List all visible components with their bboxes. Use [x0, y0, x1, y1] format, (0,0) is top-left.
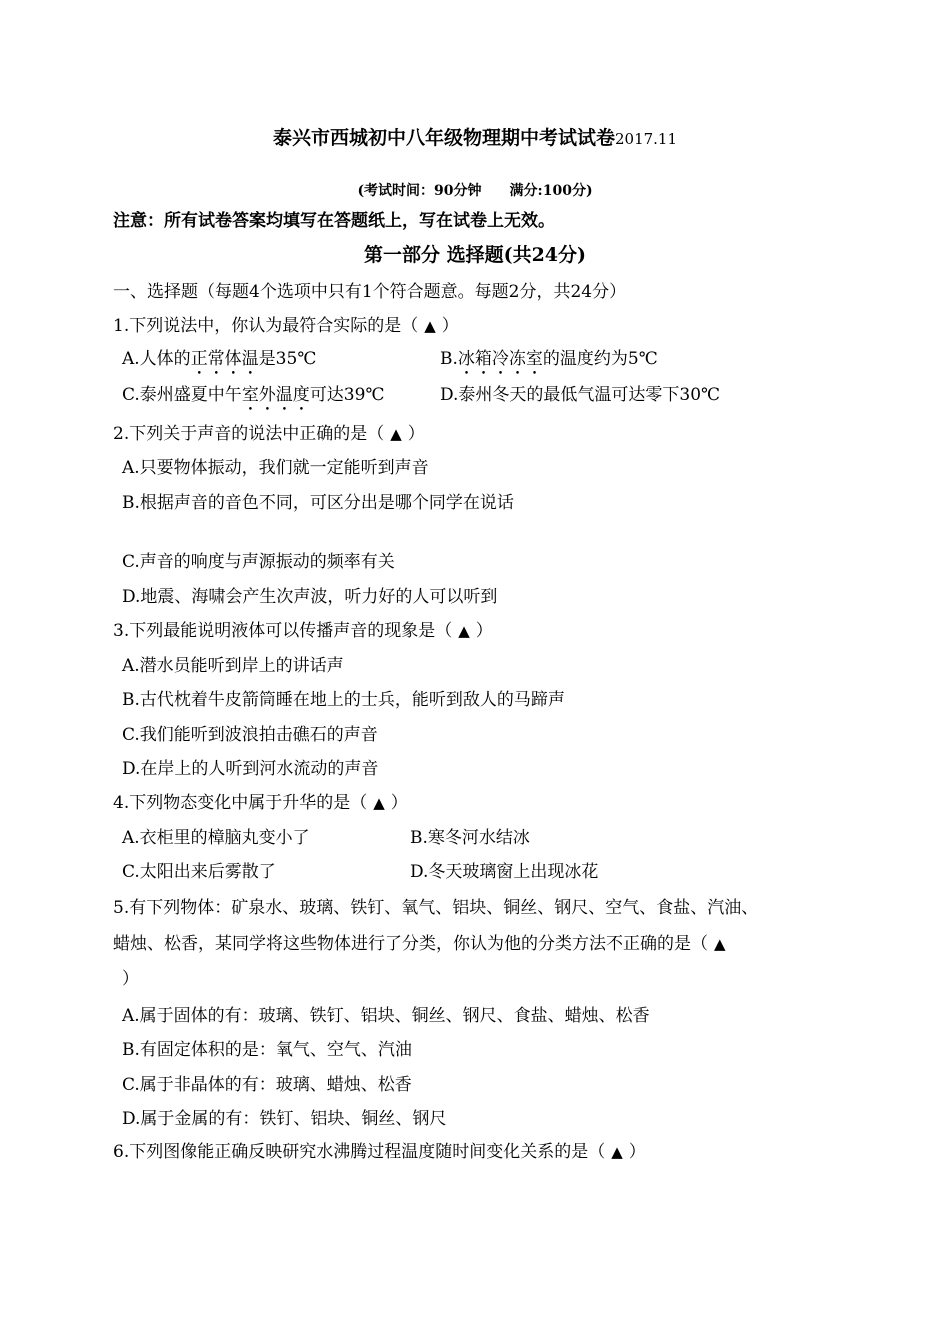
q1-option-a: [122, 348, 316, 379]
option-text: B.: [440, 349, 458, 369]
question-2: [113, 423, 425, 445]
exam-date: 2017.11: [614, 130, 678, 148]
question-5-line-1: 5.有下列物体：矿泉水、玻璃、铁钉、氧气、铝块、铜丝、钢尺、空气、食盐、汽油、: [113, 898, 759, 918]
emphasis-text: 冰箱冷冻室: [457, 349, 543, 369]
q1-option-d: D.泰州冬天的最低气温可达零下30℃: [440, 385, 721, 405]
option-text: 是35℃: [258, 349, 317, 369]
option-text: C.泰州盛夏中午: [122, 385, 242, 405]
question-3: [113, 620, 493, 642]
q1-option-c: [122, 384, 384, 415]
question-close: ）: [475, 621, 493, 641]
option-text: A.人体的: [122, 349, 191, 369]
question-stem: 3.下列最能说明液体可以传播声音的现象是（: [113, 621, 453, 641]
answer-mark: ▲: [390, 425, 402, 443]
option-text: 可达39℃: [309, 385, 385, 405]
score-info: 满分:100分): [509, 183, 593, 199]
q4-option-c: C.太阳出来后雾散了: [122, 862, 276, 882]
question-close: ）: [390, 793, 408, 813]
question-5-line-2: [113, 933, 732, 955]
q5-option-d: D.属于金属的有：铁钉、铝块、铜丝、钢尺: [122, 1109, 447, 1129]
section-heading: 一、选择题（每题4个选项中只有1个符合题意。每题2分，共24分）: [113, 282, 627, 302]
question-4: [113, 792, 408, 814]
q3-option-c: C.我们能听到波浪拍击礁石的声音: [122, 725, 378, 745]
answer-mark: ▲: [714, 935, 726, 953]
answer-mark: ▲: [373, 794, 385, 812]
part-heading: 第一部分 选择题(共24分): [363, 244, 587, 266]
question-1: [113, 315, 459, 337]
notice: 注意：所有试卷答案均填写在答题纸上，写在试卷上无效。: [113, 211, 555, 231]
q2-option-d: D.地震、海啸会产生次声波，听力好的人可以听到: [122, 587, 498, 607]
q5-option-a: A.属于固体的有：玻璃、铁钉、铝块、铜丝、钢尺、食盐、蜡烛、松香: [122, 1006, 650, 1026]
q1-option-b: [440, 348, 658, 379]
question-stem: 蜡烛、松香，某同学将这些物体进行了分类，你认为他的分类方法不正确的是（: [113, 934, 708, 954]
question-close: ）: [407, 424, 425, 444]
q4-option-b: B.寒冬河水结冰: [410, 828, 530, 848]
question-6: [113, 1141, 646, 1163]
emphasis-text: 室外温度: [241, 385, 310, 405]
q2-option-a: A.只要物体振动，我们就一定能听到声音: [122, 458, 429, 478]
question-close: ）: [628, 1142, 646, 1162]
question-5-close: ）: [122, 969, 139, 989]
q3-option-b: B.古代枕着牛皮箭筒睡在地上的士兵，能听到敌人的马蹄声: [122, 690, 565, 710]
q4-option-a: A.衣柜里的樟脑丸变小了: [122, 828, 310, 848]
q3-option-d: D.在岸上的人听到河水流动的声音: [122, 759, 379, 779]
q4-option-d: D.冬天玻璃窗上出现冰花: [410, 862, 599, 882]
question-stem: 1.下列说法中，你认为最符合实际的是（: [113, 316, 419, 336]
emphasis-text: 正常体温: [190, 349, 259, 369]
q3-option-a: A.潜水员能听到岸上的讲话声: [122, 656, 344, 676]
exam-title: [0, 127, 950, 150]
q2-option-b: B.根据声音的音色不同，可区分出是哪个同学在说话: [122, 493, 514, 513]
question-stem: 4.下列物态变化中属于升华的是（: [113, 793, 368, 813]
q5-option-c: C.属于非晶体的有：玻璃、蜡烛、松香: [122, 1075, 412, 1095]
option-text: 的温度约为5℃: [542, 349, 658, 369]
q2-option-c: C.声音的响度与声源振动的频率有关: [122, 552, 395, 572]
answer-mark: ▲: [611, 1143, 623, 1161]
question-stem: 2.下列关于声音的说法中正确的是（: [113, 424, 385, 444]
title-text: 泰兴市西城初中八年级物理期中考试试卷: [272, 127, 615, 149]
q5-option-b: B.有固定体积的是：氧气、空气、汽油: [122, 1040, 412, 1060]
answer-mark: ▲: [424, 317, 436, 335]
time-info: (考试时间：90分钟: [357, 183, 482, 199]
exam-subtitle: [0, 180, 950, 202]
question-close: ）: [441, 316, 459, 336]
answer-mark: ▲: [458, 622, 470, 640]
question-stem: 6.下列图像能正确反映研究水沸腾过程温度随时间变化关系的是（: [113, 1142, 606, 1162]
